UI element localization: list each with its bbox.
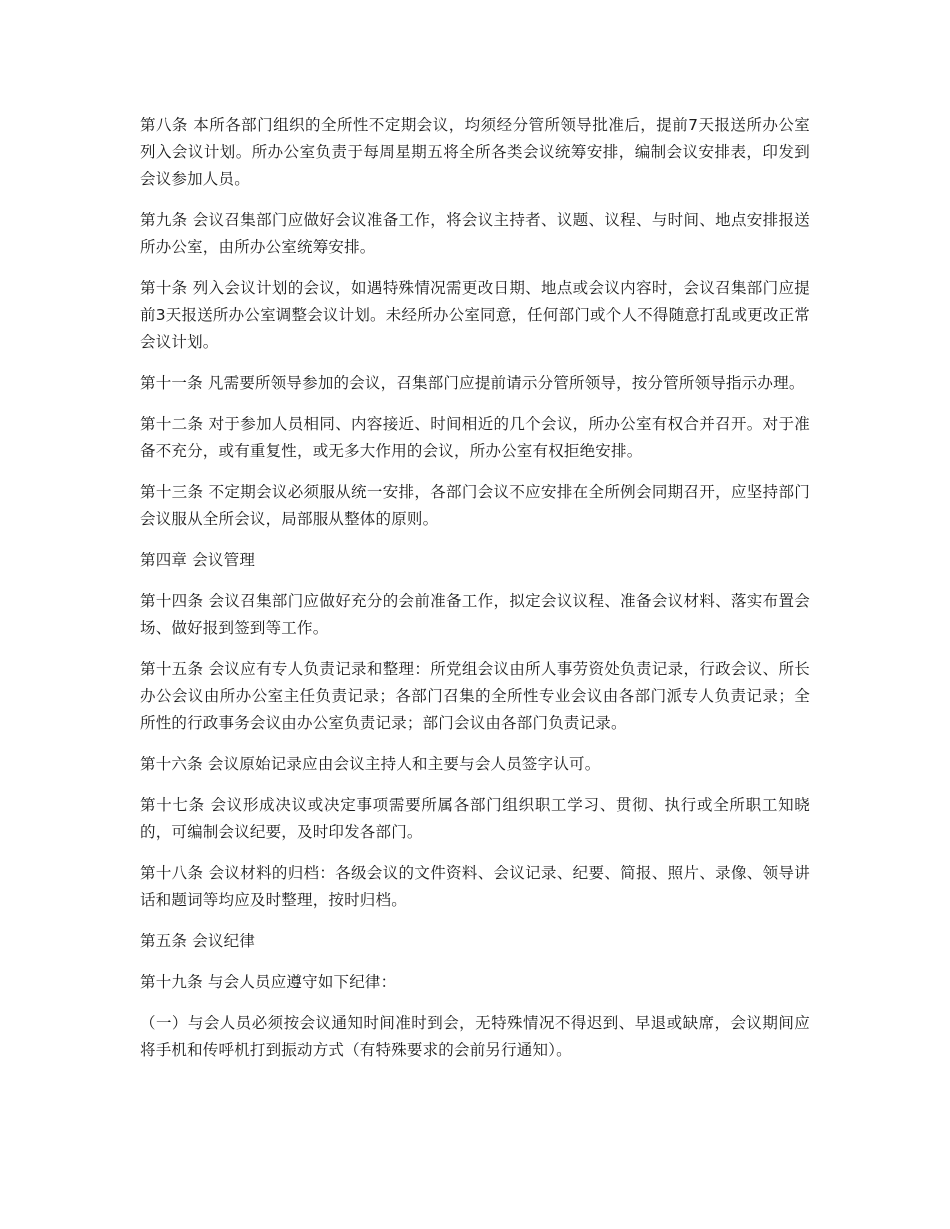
article-16: 第十六条 会议原始记录应由会议主持人和主要与会人员签字认可。: [140, 755, 601, 773]
article-17: 第十七条 会议形成决议或决定事项需要所属各部门组织职工学习、贯彻、执行或全所职工知晓的，可编制会议纪要，及时印发各部门。: [140, 796, 810, 841]
article-12: 第十二条 对于参加人员相同、内容接近、时间相近的几个会议，所办公室有权合并召开。对于准备不充分，或有重复性，或无多大作用的会议，所办公室有权拒绝安排。: [140, 415, 810, 460]
article-9: 第九条 会议召集部门应做好会议准备工作，将会议主持者、议题、议程、与时间、地点安排报送所办公室，由所办公室统筹安排。: [140, 211, 810, 256]
article-18: 第十八条 会议材料的归档：各级会议的文件资料、会议记录、纪要、简报、照片、录像、领导讲话和题词等均应及时整理，按时归档。: [140, 864, 810, 909]
chapter-4-heading: 第四章 会议管理: [140, 551, 256, 569]
section-5-heading: 第五条 会议纪律: [140, 932, 256, 950]
article-15: 第十五条 会议应有专人负责记录和整理：所党组会议由所人事劳资处负责记录，行政会议、所长办公会议由所办公室主任负责记录；各部门召集的全所性专业会议由各部门派专人负责记录；全所性的行政事务会议由办公室负责记录；部门会议由各部门负责记录。: [140, 660, 810, 732]
article-8: 第八条 本所各部门组织的全所性不定期会议，均须经分管所领导批准后，提前7天报送所办公室列入会议计划。所办公室负责于每周星期五将全所各类会议统筹安排，编制会议安排表，印发到会议参加人员。: [140, 116, 810, 188]
article-19: 第十九条 与会人员应遵守如下纪律：: [140, 973, 397, 991]
article-19-item-1: （一）与会人员必须按会议通知时间准时到会，无特殊情况不得迟到、早退或缺席，会议期间应将手机和传呼机打到振动方式（有特殊要求的会前另行通知）。: [140, 1014, 810, 1059]
article-13: 第十三条 不定期会议必须服从统一安排，各部门会议不应安排在全所例会同期召开，应坚持部门会议服从全所会议，局部服从整体的原则。: [140, 483, 810, 528]
article-10: 第十条 列入会议计划的会议，如遇特殊情况需更改日期、地点或会议内容时，会议召集部门应提前3天报送所办公室调整会议计划。未经所办公室同意，任何部门或个人不得随意打乱或更改正常会议计划。: [140, 279, 810, 351]
article-14: 第十四条 会议召集部门应做好充分的会前准备工作，拟定会议议程、准备会议材料、落实布置会场、做好报到签到等工作。: [140, 592, 810, 637]
document-body: [140, 112, 810, 1078]
article-11: 第十一条 凡需要所领导参加的会议，召集部门应提前请示分管所领导，按分管所领导指示办理。: [140, 374, 805, 392]
